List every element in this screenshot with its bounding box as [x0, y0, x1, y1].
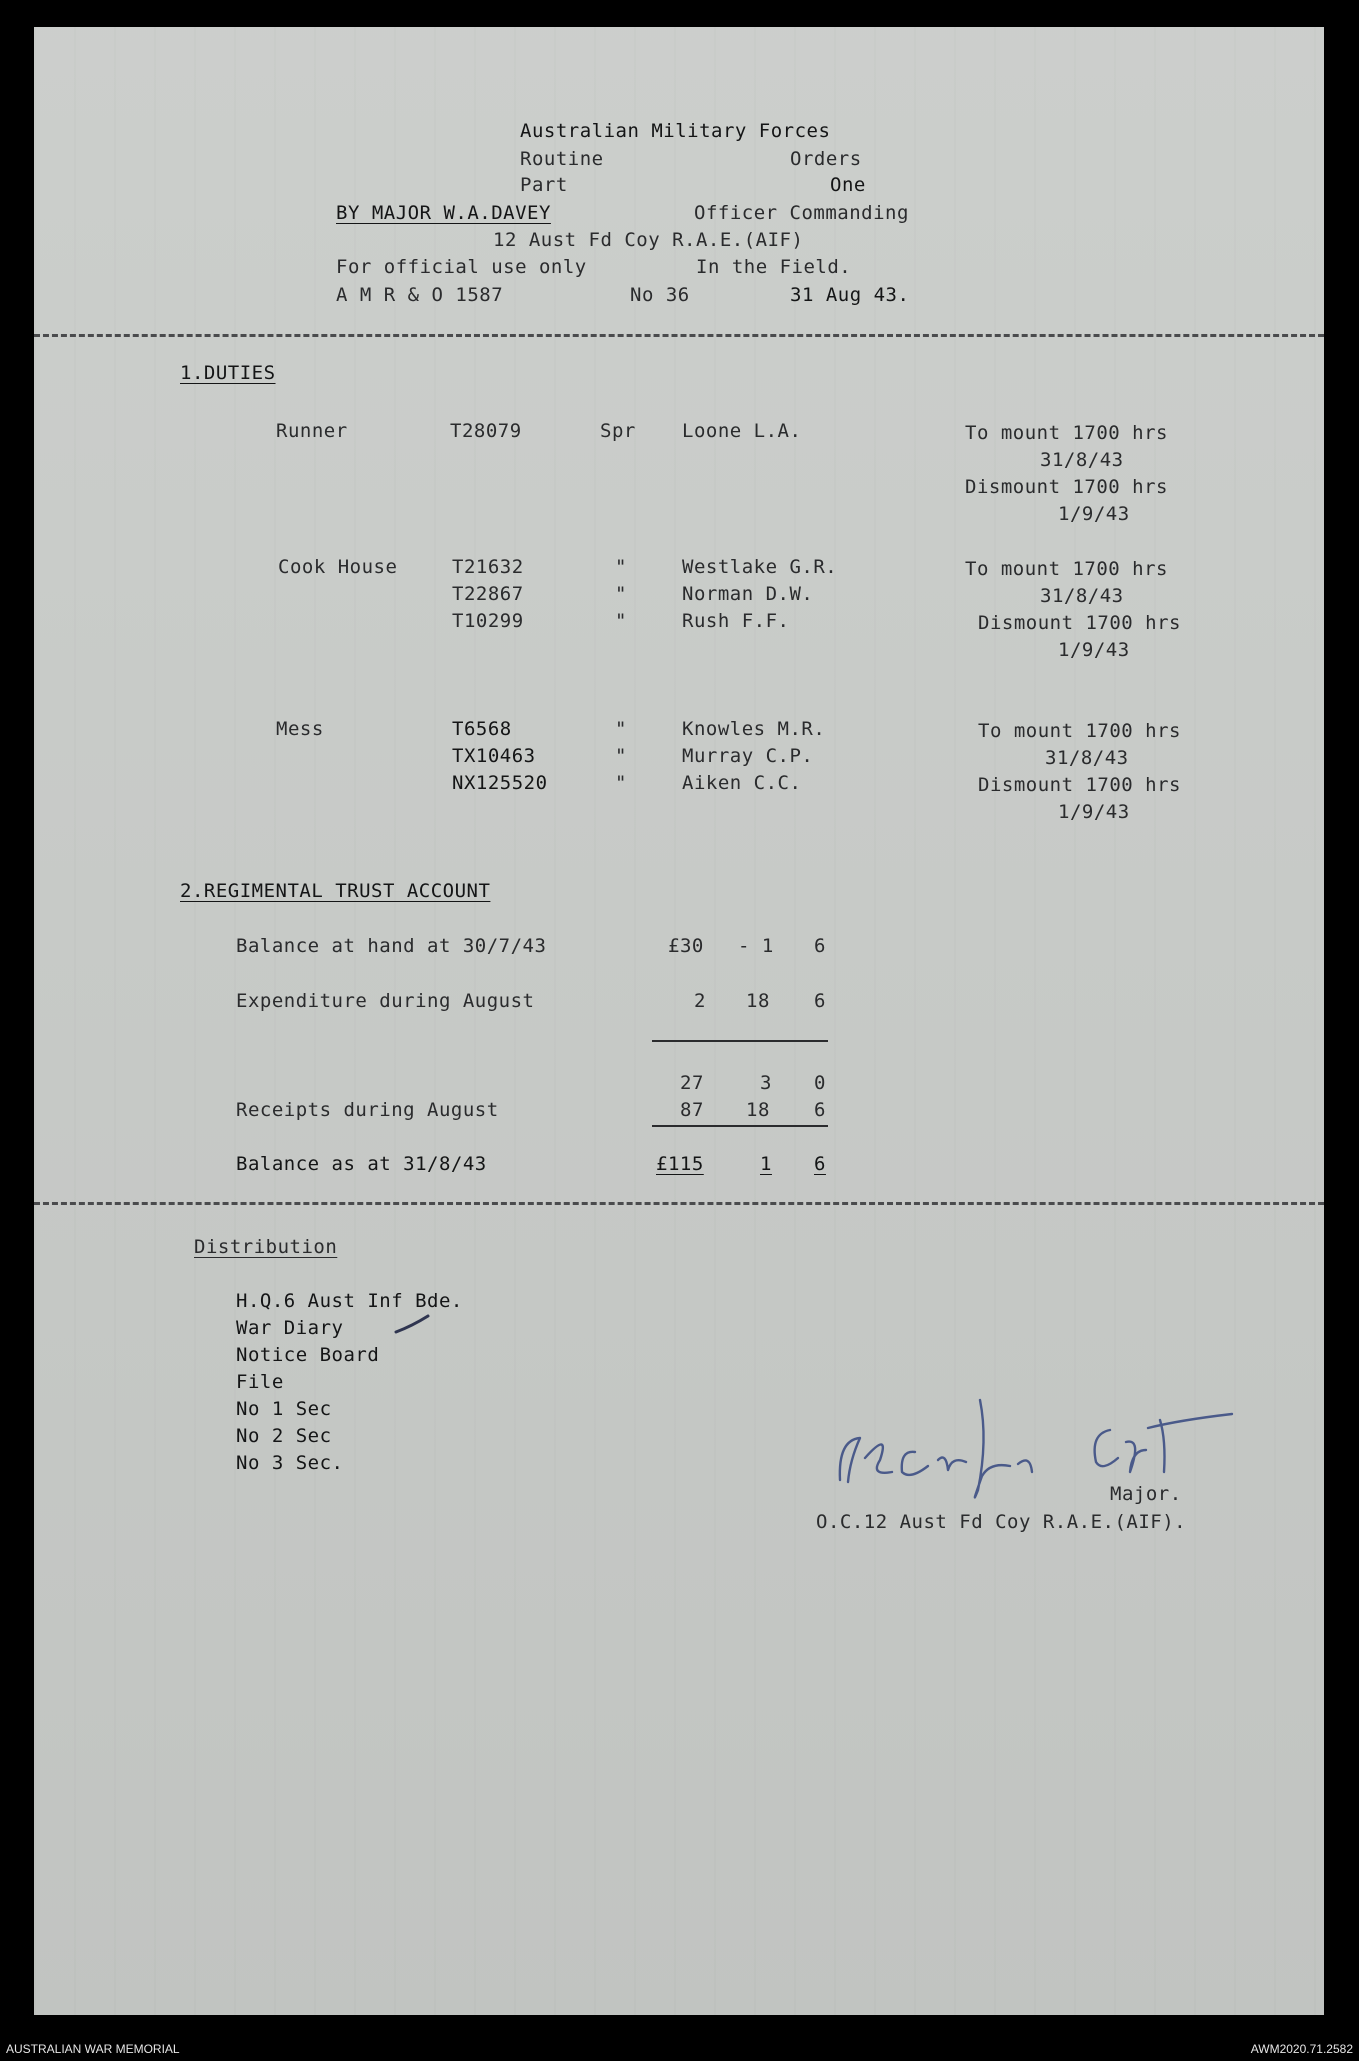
duty-name: Westlake G.R.: [682, 556, 838, 578]
footer-institution: AUSTRALIAN WAR MEMORIAL: [6, 2042, 180, 2056]
account-pence: 6: [814, 935, 826, 957]
duty-time-mount: To mount 1700 hrs: [965, 422, 1168, 444]
duties-heading: 1.DUTIES: [180, 362, 276, 384]
duty-time-mount: To mount 1700 hrs: [978, 720, 1181, 742]
header-forces: Australian Military Forces: [520, 120, 831, 142]
duty-rank: ": [615, 583, 627, 605]
distribution-item: No 3 Sec.: [236, 1452, 344, 1474]
duty-rank: ": [615, 610, 627, 632]
distribution-item: Notice Board: [236, 1344, 380, 1366]
header-official-use: For official use only: [336, 256, 587, 278]
document-page: [34, 27, 1324, 2015]
header-orders: Orders: [790, 148, 862, 170]
account-pence: 6: [814, 1099, 826, 1121]
duty-number: T28079: [450, 420, 522, 442]
distribution-item: War Diary: [236, 1317, 344, 1339]
duty-time-dismount-date: 1/9/43: [1058, 639, 1130, 661]
divider-bottom: [34, 1202, 1324, 1205]
duty-rank: ": [615, 745, 627, 767]
duty-time-mount-date: 31/8/43: [1040, 585, 1124, 607]
distribution-item: No 2 Sec: [236, 1425, 332, 1447]
account-row-label: Balance as at 31/8/43: [236, 1153, 487, 1175]
account-shillings: 18: [746, 1099, 770, 1121]
header-part: Part: [520, 174, 568, 196]
distribution-item: No 1 Sec: [236, 1398, 332, 1420]
duty-name: Aiken C.C.: [682, 772, 802, 794]
account-shillings: 1: [760, 1153, 772, 1175]
account-row-label: Expenditure during August: [236, 990, 535, 1012]
duty-time-dismount-date: 1/9/43: [1058, 801, 1130, 823]
account-pounds: £115: [656, 1153, 704, 1175]
header-one: One: [830, 174, 866, 196]
duty-time-dismount: Dismount 1700 hrs: [965, 476, 1168, 498]
duty-name: Rush F.F.: [682, 610, 790, 632]
duty-name: Norman D.W.: [682, 583, 814, 605]
duty-time-dismount-date: 1/9/43: [1058, 503, 1130, 525]
duty-number: T6568: [452, 718, 512, 740]
header-date: 31 Aug 43.: [790, 284, 910, 306]
duty-label-mess: Mess: [276, 718, 324, 740]
duty-name: Knowles M.R.: [682, 718, 826, 740]
subtotal-line: [652, 1040, 828, 1042]
duty-number: TX10463: [452, 745, 536, 767]
duty-number: T21632: [452, 556, 524, 578]
total-line: [652, 1125, 828, 1127]
header-number: No 36: [630, 284, 690, 306]
tick-mark: [392, 1312, 432, 1340]
duty-rank: Spr: [600, 420, 636, 442]
account-row-label: Receipts during August: [236, 1099, 499, 1121]
signature-title: Major.: [1110, 1483, 1182, 1505]
header-amr: A M R & O 1587: [336, 284, 504, 306]
account-pounds: 27: [680, 1072, 704, 1094]
footer-reference: AWM2020.71.2582: [1250, 2042, 1353, 2056]
account-shillings: 3: [760, 1072, 772, 1094]
account-pounds: 2: [694, 990, 706, 1012]
duty-time-dismount: Dismount 1700 hrs: [978, 774, 1181, 796]
duty-label-cook-house: Cook House: [278, 556, 398, 578]
duty-number: NX125520: [452, 772, 548, 794]
distribution-heading: Distribution: [194, 1236, 338, 1258]
header-by-major: BY MAJOR W.A.DAVEY: [336, 202, 551, 224]
header-routine: Routine: [520, 148, 604, 170]
header-officer-commanding: Officer Commanding: [694, 202, 909, 224]
account-pence: 6: [814, 990, 826, 1012]
account-heading: 2.REGIMENTAL TRUST ACCOUNT: [180, 880, 491, 902]
account-shillings: 18: [746, 990, 770, 1012]
handwritten-signature: [820, 1380, 1290, 1520]
duty-time-mount: To mount 1700 hrs: [965, 558, 1168, 580]
duty-time-mount-date: 31/8/43: [1045, 747, 1129, 769]
distribution-item: File: [236, 1371, 284, 1393]
account-pence: 0: [814, 1072, 826, 1094]
account-pounds: 87: [680, 1099, 704, 1121]
duty-time-mount-date: 31/8/43: [1040, 449, 1124, 471]
header-in-the-field: In the Field.: [696, 256, 852, 278]
divider-top: [34, 334, 1324, 337]
duty-name: Loone L.A.: [682, 420, 802, 442]
duty-name: Murray C.P.: [682, 745, 814, 767]
account-row-label: Balance at hand at 30/7/43: [236, 935, 547, 957]
duty-label-runner: Runner: [276, 420, 348, 442]
account-shillings: - 1: [738, 935, 774, 957]
duty-time-dismount: Dismount 1700 hrs: [978, 612, 1181, 634]
duty-rank: ": [615, 718, 627, 740]
signature-unit: O.C.12 Aust Fd Coy R.A.E.(AIF).: [816, 1511, 1187, 1533]
distribution-item: H.Q.6 Aust Inf Bde.: [236, 1290, 463, 1312]
duty-rank: ": [615, 772, 627, 794]
duty-rank: ": [615, 556, 627, 578]
duty-number: T10299: [452, 610, 524, 632]
duty-number: T22867: [452, 583, 524, 605]
header-unit: 12 Aust Fd Coy R.A.E.(AIF): [493, 229, 804, 251]
account-pence: 6: [814, 1153, 826, 1175]
account-pounds: £30: [668, 935, 704, 957]
